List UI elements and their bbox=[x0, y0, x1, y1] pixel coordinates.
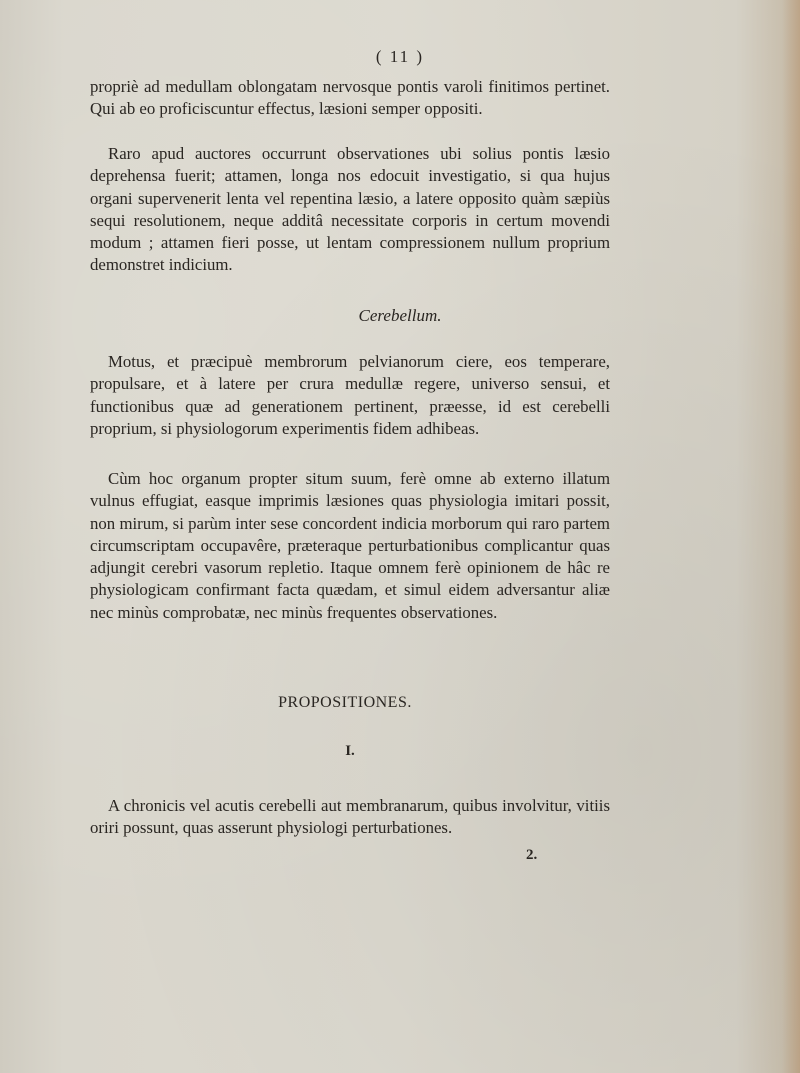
paragraph-2: Raro apud auctores occurrunt observationes ubi solius pontis læsio deprehensa fuerit; attamen, longa nos edocuit investigatio, si qua hujus organi supervenerit lenta vel repentina læsio, a latere opposito quàm sæpiùs sequi resolutionem, neque additâ necessitate corporis in certum movendi modum ; attamen fieri posse, ut lentam compressionem nullum proprium demonstret indicium. bbox=[90, 144, 610, 275]
catchword: 2. bbox=[526, 847, 538, 863]
paragraph-1: propriè ad medullam oblongatam nervosque pontis varoli finitimos pertinet. Qui ab eo proficiscuntur effectus, læsioni semper oppositi. bbox=[90, 77, 610, 119]
page-edge-shadow bbox=[782, 0, 800, 1073]
paragraph-3: Motus, et præcipuè membrorum pelvianorum ciere, eos temperare, propulsare, et à latere per crura medullæ regere, universo sensui, et functionibus quæ ad generationem pertinent, præesse, id est cerebelli proprium, si physiologorum experimentis fidem adhibeas. bbox=[90, 352, 610, 438]
proposition-text: A chronicis vel acutis cerebelli aut membranarum, quibus involvitur, vitiis oriri possunt, quas asserunt physiologi perturbationes. bbox=[90, 796, 610, 838]
propositions-title: PROPOSITIONES. bbox=[278, 694, 412, 711]
paragraph-4: Cùm hoc organum propter situm suum, ferè omne ab externo illatum vulnus effugiat, easque imprimis læsiones quas physiologia imitari possit, non mirum, si parùm inter sese concordent indicia morborum qui raro partem circumscriptam occupavêre, præteraque perturbationibus complicantur quas adjungit cerebri vasorum repletio. Itaque omnem ferè opinionem de hâc re physiologicam confirmant facta quædam, et simul eidem adversantur aliæ nec minùs comprobatæ, nec minùs frequentes observationes. bbox=[90, 469, 610, 622]
proposition-number: I. bbox=[345, 743, 355, 759]
section-title-cerebellum: Cerebellum. bbox=[358, 306, 442, 325]
page-number: ( 11 ) bbox=[375, 47, 425, 66]
